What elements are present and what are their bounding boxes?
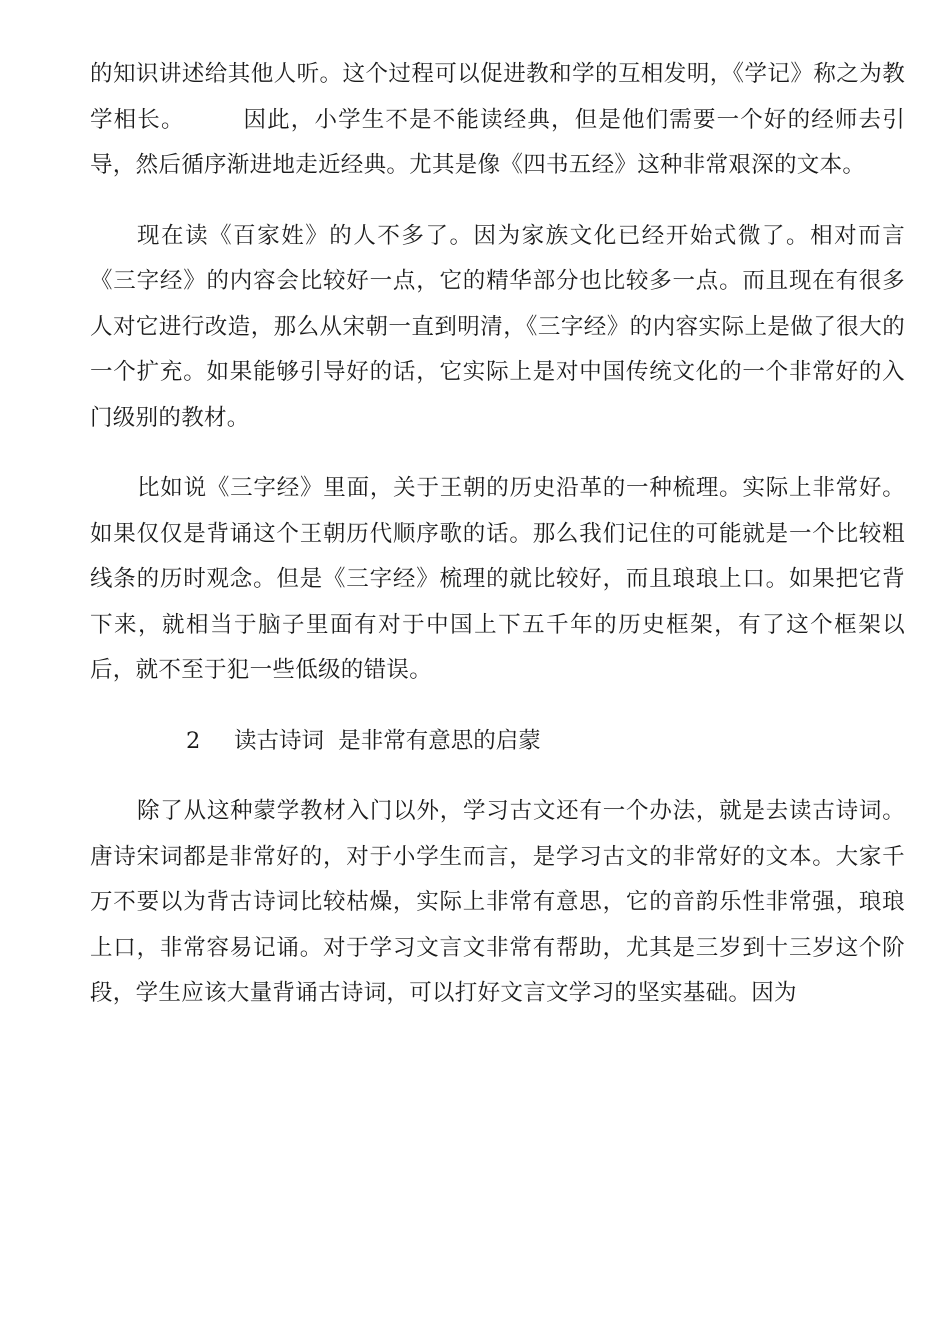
paragraph-text: 因此，小学生不是不能读经典，但是他们需要一个好的经师去引导，然后循序渐进地走近经典。尤其是像《四书五经》这种非常艰深的文本。 [90,106,905,178]
paragraph-sanzijing: 比如说《三字经》里面，关于王朝的历史沿革的一种梳理。实际上非常好。如果仅仅是背诵这个王朝历代顺序歌的话。那么我们记住的可能就是一个比较粗线条的历时观念。但是《三字经》梳理的就比较好，而且琅琅上口。如果把它背下来，就相当于脑子里面有对于中国上下五千年的历史框架，有了这个框架以后，就不至于犯一些低级的错误。 [90,475,905,683]
document-page [90,52,905,1017]
paragraph-poetry: 除了从这种蒙学教材入门以外，学习古文还有一个办法，就是去读古诗词。唐诗宋词都是非常好的，对于小学生而言，是学习古文的非常好的文本。大家千万不要以为背古诗词比较枯燥，实际上非常有意思，它的音韵乐性非常强，琅琅上口，非常容易记诵。对于学习文言文非常有帮助，尤其是三岁到十三岁这个阶段，学生应该大量背诵古诗词，可以打好文言文学习的坚实基础。因为 [90,798,905,1006]
section-number: 2 [186,727,201,754]
section-title: 读古诗词 是非常有意思的启蒙 [234,727,541,754]
paragraph-continued [90,52,905,189]
section-heading [90,719,905,765]
paragraph-baijiaxing: 现在读《百家姓》的人不多了。因为家族文化已经开始式微了。相对而言《三字经》的内容会比较好一点，它的精华部分也比较多一点。而且现在有很多人对它进行改造，那么从宋朝一直到明清，《三字经》的内容实际上是做了很大的一个扩充。如果能够引导好的话，它实际上是对中国传统文化的一个非常好的入门级别的教材。 [90,222,905,431]
paragraph-text: 的知识讲述给其他人听。这个过程可以促进教和学的互相发明，《学记》称之为教学相长。 [90,61,905,133]
